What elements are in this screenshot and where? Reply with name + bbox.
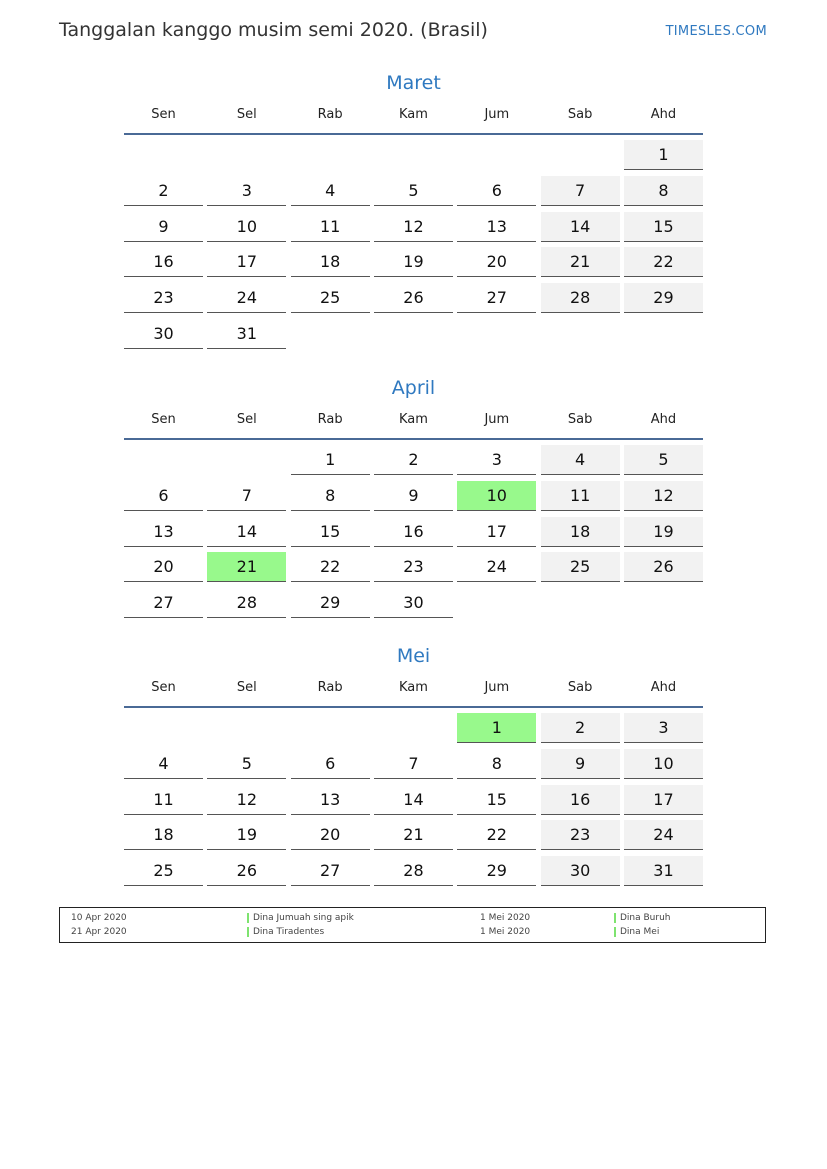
month-name: Maret: [386, 72, 441, 94]
day-cell: 24: [457, 552, 536, 582]
day-cell: 16: [541, 785, 620, 815]
weekday-header: [124, 409, 703, 440]
legend-name: Dina Jumuah sing apik: [253, 913, 354, 923]
legend-entry: [614, 912, 671, 924]
day-cell: 11: [124, 785, 203, 815]
day-cell: 11: [541, 481, 620, 511]
day-cell: 22: [624, 247, 703, 277]
day-cell: 9: [541, 749, 620, 779]
month-april: [124, 374, 703, 618]
day-cell: 12: [207, 785, 286, 815]
day-cell: 28: [541, 283, 620, 313]
day-cell: 30: [124, 319, 203, 349]
day-cell: 14: [374, 785, 453, 815]
legend-name: Dina Mei: [620, 927, 660, 937]
weekday-label: Kam: [399, 680, 428, 695]
day-cell: 29: [457, 856, 536, 886]
day-cell: 7: [207, 481, 286, 511]
day-cell: 17: [624, 785, 703, 815]
empty-cell: [291, 140, 370, 170]
brand-link[interactable]: TIMESLES.COM: [665, 24, 767, 39]
days-grid: [124, 140, 703, 349]
empty-cell: [124, 445, 203, 475]
holiday-marker: [614, 913, 616, 923]
weekday-label: Sab: [567, 107, 593, 122]
weekday-label: Jum: [484, 412, 510, 427]
day-cell: 2: [374, 445, 453, 475]
weekday-label: Rab: [317, 680, 343, 695]
day-cell: 19: [374, 247, 453, 277]
day-cell: 19: [207, 820, 286, 850]
day-cell: 30: [541, 856, 620, 886]
days-grid: [124, 713, 703, 886]
day-cell: 1: [291, 445, 370, 475]
day-cell: 21: [374, 820, 453, 850]
weekday-label: Sel: [236, 412, 257, 427]
weekday-label: Rab: [317, 107, 343, 122]
day-cell: 23: [124, 283, 203, 313]
day-cell: 5: [624, 445, 703, 475]
day-cell: 12: [624, 481, 703, 511]
weekday-label: Jum: [484, 680, 510, 695]
legend-name: Dina Tiradentes: [253, 927, 325, 937]
empty-cell: [457, 140, 536, 170]
day-cell: 16: [374, 517, 453, 547]
empty-cell: [291, 713, 370, 743]
day-cell: 8: [457, 749, 536, 779]
empty-cell: [374, 713, 453, 743]
day-cell: 26: [624, 552, 703, 582]
day-cell: 12: [374, 212, 453, 242]
legend-entry: [614, 926, 659, 938]
day-cell: 10: [624, 749, 703, 779]
day-cell: 20: [124, 552, 203, 582]
weekday-label: Kam: [399, 107, 428, 122]
weekday-label: Ahd: [650, 412, 677, 427]
day-cell: 31: [207, 319, 286, 349]
day-cell: 26: [374, 283, 453, 313]
weekday-header: [124, 677, 703, 708]
day-cell: 4: [124, 749, 203, 779]
empty-cell: [124, 140, 203, 170]
empty-cell: [124, 713, 203, 743]
weekday-label: Sen: [151, 412, 176, 427]
days-grid: [124, 445, 703, 618]
day-cell: 1: [624, 140, 703, 170]
day-cell: 23: [541, 820, 620, 850]
day-cell: 19: [624, 517, 703, 547]
day-cell: 29: [624, 283, 703, 313]
day-cell: 28: [207, 588, 286, 618]
day-cell: 4: [291, 176, 370, 206]
legend-date: 21 Apr 2020: [71, 927, 127, 937]
weekday-header: [124, 104, 703, 135]
day-cell: 10: [207, 212, 286, 242]
empty-cell: [207, 713, 286, 743]
empty-cell: [207, 140, 286, 170]
day-cell: 15: [291, 517, 370, 547]
day-cell: 14: [541, 212, 620, 242]
weekday-label: Jum: [484, 107, 510, 122]
weekday-label: Kam: [399, 412, 428, 427]
day-cell: 27: [291, 856, 370, 886]
day-cell: 13: [457, 212, 536, 242]
day-cell: 29: [291, 588, 370, 618]
day-cell: 7: [541, 176, 620, 206]
day-cell: 6: [124, 481, 203, 511]
day-cell: 18: [541, 517, 620, 547]
weekday-label: Sel: [236, 107, 257, 122]
holiday-day-cell: 21: [207, 552, 286, 582]
weekday-label: Rab: [317, 412, 343, 427]
weekday-label: Ahd: [650, 680, 677, 695]
holiday-marker: [247, 913, 249, 923]
day-cell: 20: [457, 247, 536, 277]
day-cell: 30: [374, 588, 453, 618]
day-cell: 13: [124, 517, 203, 547]
day-cell: 2: [541, 713, 620, 743]
day-cell: 18: [124, 820, 203, 850]
holiday-marker: [247, 927, 249, 937]
weekday-label: Sen: [151, 680, 176, 695]
page-title: Tanggalan kanggo musim semi 2020. (Brasil): [59, 19, 488, 41]
day-cell: 3: [207, 176, 286, 206]
day-cell: 14: [207, 517, 286, 547]
day-cell: 17: [457, 517, 536, 547]
weekday-label: Ahd: [650, 107, 677, 122]
day-cell: 13: [291, 785, 370, 815]
day-cell: 24: [624, 820, 703, 850]
day-cell: 5: [374, 176, 453, 206]
day-cell: 25: [124, 856, 203, 886]
day-cell: 26: [207, 856, 286, 886]
empty-cell: [374, 140, 453, 170]
day-cell: 9: [124, 212, 203, 242]
day-cell: 3: [457, 445, 536, 475]
month-name: Mei: [396, 645, 431, 667]
day-cell: 24: [207, 283, 286, 313]
holiday-day-cell: 1: [457, 713, 536, 743]
month-name: April: [391, 377, 436, 399]
day-cell: 9: [374, 481, 453, 511]
month-may: [124, 642, 703, 886]
day-cell: 8: [624, 176, 703, 206]
legend-entry: [247, 912, 354, 924]
day-cell: 22: [457, 820, 536, 850]
day-cell: 15: [624, 212, 703, 242]
day-cell: 25: [541, 552, 620, 582]
day-cell: 27: [457, 283, 536, 313]
legend-date: 1 Mei 2020: [480, 927, 531, 937]
day-cell: 4: [541, 445, 620, 475]
day-cell: 31: [624, 856, 703, 886]
day-cell: 21: [541, 247, 620, 277]
legend-date: 10 Apr 2020: [71, 913, 127, 923]
empty-cell: [207, 445, 286, 475]
day-cell: 15: [457, 785, 536, 815]
day-cell: 28: [374, 856, 453, 886]
month-march: [124, 69, 703, 349]
weekday-label: Sen: [151, 107, 176, 122]
day-cell: 22: [291, 552, 370, 582]
day-cell: 6: [291, 749, 370, 779]
weekday-label: Sel: [236, 680, 257, 695]
day-cell: 8: [291, 481, 370, 511]
day-cell: 17: [207, 247, 286, 277]
legend-date: 1 Mei 2020: [480, 913, 531, 923]
day-cell: 23: [374, 552, 453, 582]
empty-cell: [541, 140, 620, 170]
weekday-label: Sab: [567, 412, 593, 427]
weekday-label: Sab: [567, 680, 593, 695]
holiday-marker: [614, 927, 616, 937]
holiday-day-cell: 10: [457, 481, 536, 511]
day-cell: 5: [207, 749, 286, 779]
day-cell: 11: [291, 212, 370, 242]
day-cell: 2: [124, 176, 203, 206]
day-cell: 3: [624, 713, 703, 743]
day-cell: 20: [291, 820, 370, 850]
day-cell: 18: [291, 247, 370, 277]
day-cell: 16: [124, 247, 203, 277]
day-cell: 27: [124, 588, 203, 618]
day-cell: 25: [291, 283, 370, 313]
day-cell: 7: [374, 749, 453, 779]
holiday-legend: [59, 907, 766, 943]
legend-name: Dina Buruh: [620, 913, 671, 923]
day-cell: 6: [457, 176, 536, 206]
legend-entry: [247, 926, 324, 938]
